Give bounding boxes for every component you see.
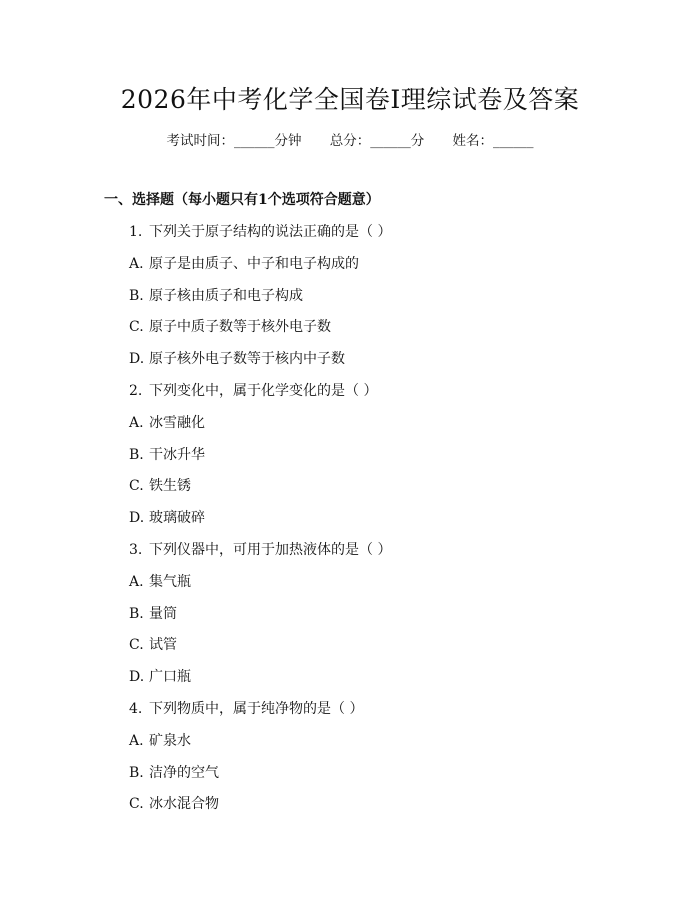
option-letter: C.: [129, 637, 144, 654]
answer-option: [129, 763, 649, 795]
option-text: 原子核由质子和电子构成: [149, 287, 303, 304]
answer-option: [129, 254, 649, 286]
option-letter: B.: [129, 446, 144, 463]
answer-option: [129, 731, 649, 763]
option-letter: D.: [129, 510, 145, 527]
answer-option: [129, 413, 649, 445]
answer-option: [129, 667, 649, 699]
option-text: 玻璃破碎: [149, 510, 205, 527]
option-letter: A.: [129, 255, 144, 272]
option-text: 矿泉水: [149, 732, 191, 749]
option-text: 原子是由质子、中子和电子构成的: [149, 255, 359, 272]
option-letter: C.: [129, 319, 144, 336]
question-number: 1.: [129, 224, 143, 240]
question-text: 下列变化中，属于化学变化的是（ ）: [149, 382, 378, 399]
option-text: 铁生锈: [149, 478, 191, 495]
question-text: 下列仪器中，可用于加热液体的是（ ）: [149, 541, 392, 558]
question-text: 下列关于原子结构的说法正确的是（ ）: [149, 224, 392, 240]
question-stem: [129, 540, 649, 572]
student-name-field: 姓名：______: [452, 133, 534, 149]
option-letter: A.: [129, 573, 144, 590]
total-score-field: 总分：______分: [329, 133, 425, 149]
answer-option: [129, 476, 649, 508]
option-text: 冰水混合物: [149, 796, 219, 813]
question-number: 2.: [129, 382, 143, 399]
question-text: 下列物质中，属于纯净物的是（ ）: [149, 700, 364, 717]
option-text: 集气瓶: [149, 573, 191, 590]
option-text: 冰雪融化: [149, 414, 205, 431]
question-stem: [129, 222, 649, 254]
exam-time-field: 考试时间：______分钟: [166, 133, 302, 149]
question-number: 4.: [129, 700, 143, 717]
option-text: 干冰升华: [149, 446, 205, 463]
option-text: 原子中质子数等于核外电子数: [149, 319, 331, 336]
answer-option: [129, 508, 649, 540]
answer-option: [129, 635, 649, 667]
answer-option: [129, 349, 649, 381]
option-letter: B.: [129, 287, 144, 304]
option-letter: B.: [129, 764, 144, 781]
answer-option: [129, 794, 649, 826]
answer-option: [129, 445, 649, 477]
option-text: 试管: [149, 637, 177, 654]
answer-option: [129, 604, 649, 636]
section-heading: 一、选择题（每小题只有1个选项符合题意）: [104, 192, 380, 208]
answer-option: [129, 572, 649, 604]
page-title: 2026年中考化学全国卷Ⅰ理综试卷及答案: [120, 85, 580, 114]
option-text: 洁净的空气: [149, 764, 219, 781]
option-text: 原子核外电子数等于核内中子数: [149, 351, 345, 368]
option-text: 广口瓶: [149, 669, 191, 686]
exam-meta: [0, 131, 700, 151]
option-letter: D.: [129, 351, 145, 368]
option-letter: D.: [129, 669, 145, 686]
option-letter: C.: [129, 796, 144, 813]
option-text: 量筒: [149, 605, 177, 622]
question-number: 3.: [129, 541, 143, 558]
option-letter: C.: [129, 478, 144, 495]
question-list: [129, 222, 649, 826]
answer-option: [129, 317, 649, 349]
option-letter: A.: [129, 732, 144, 749]
question-stem: [129, 381, 649, 413]
answer-option: [129, 286, 649, 318]
question-stem: [129, 699, 649, 731]
option-letter: A.: [129, 414, 144, 431]
option-letter: B.: [129, 605, 144, 622]
